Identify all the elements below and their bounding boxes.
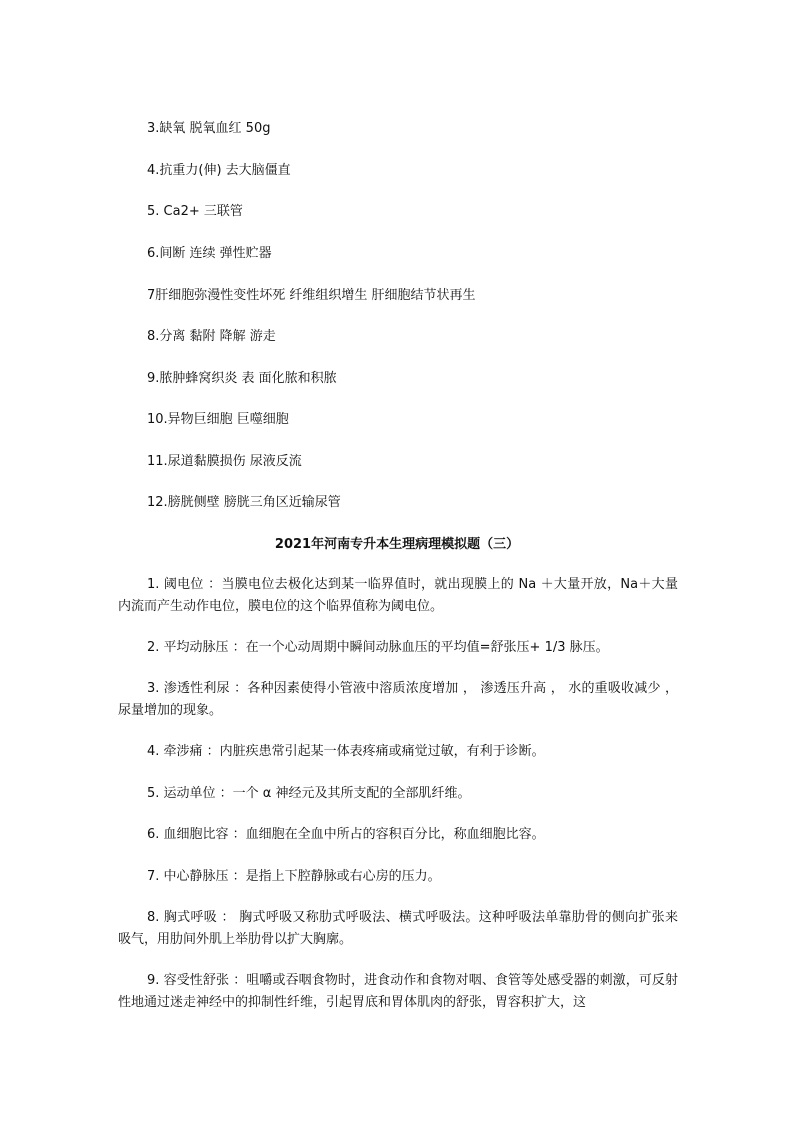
answer-line-3: 3.缺氧 脱氧血红 50g bbox=[147, 121, 271, 136]
answer-line-10: 10.异物巨细胞 巨噬细胞 bbox=[147, 412, 289, 427]
answer-line-5: 5. Ca2+ 三联管 bbox=[147, 204, 243, 219]
answer-line-6: 6.间断 连续 弹性贮器 bbox=[147, 246, 272, 261]
section-title: 2021年河南专升本生理病理模拟题（三） bbox=[274, 537, 520, 552]
definition-receptive-relaxation: 9. 容受性舒张 ：咀嚼或吞咽食物时，进食动作和食物对咽、食管等处感受器的刺激，可反射性地通过迷走神经中的抑制性纤维，引起胃底和胃体肌肉的舒张，胃容积扩大，这 bbox=[118, 973, 678, 1010]
definition-osmotic-diuresis: 3. 渗透性利尿 ：各种因素使得小管液中溶质浓度增加 ， 渗透压升高 ， 水的重吸收减少 ，尿量增加的现象。 bbox=[118, 681, 678, 718]
answer-line-4: 4.抗重力(伸) 去大脑僵直 bbox=[147, 163, 291, 178]
answer-line-12: 12.膀胱侧壁 膀胱三角区近输尿管 bbox=[147, 495, 341, 510]
definition-referred-pain: 4. 牵涉痛 ：内脏疾患常引起某一体表疼痛或痛觉过敏，有利于诊断。 bbox=[147, 744, 545, 759]
definition-threshold-potential: 1. 阈电位 ：当膜电位去极化达到某一临界值时，就出现膜上的 Na ＋大量开放，Na＋大量内流而产生动作电位，膜电位的这个临界值称为阈电位。 bbox=[118, 577, 678, 614]
answer-line-11: 11.尿道黏膜损伤 尿液反流 bbox=[147, 454, 302, 469]
definition-thoracic-breathing: 8. 胸式呼吸 ： 胸式呼吸又称肋式呼吸法、横式呼吸法。这种呼吸法单靠肋骨的侧向扩张来吸气，用肋间外肌上举肋骨以扩大胸廓。 bbox=[118, 910, 678, 947]
definition-central-venous-pressure: 7. 中心静脉压 ：是指上下腔静脉或右心房的压力。 bbox=[147, 869, 441, 884]
definition-hematocrit: 6. 血细胞比容 ：血细胞在全血中所占的容积百分比，称血细胞比容。 bbox=[147, 827, 545, 842]
answer-line-7: 7肝细胞弥漫性变性坏死 纤维组织增生 肝细胞结节状再生 bbox=[147, 288, 476, 303]
definition-mean-arterial-pressure: 2. 平均动脉压 ：在一个心动周期中瞬间动脉血压的平均值=舒张压+ 1/3 脉压。 bbox=[147, 640, 609, 655]
answer-line-9: 9.脓肿蜂窝织炎 表 面化脓和积脓 bbox=[147, 371, 337, 386]
definition-motor-unit: 5. 运动单位 ：一个 α 神经元及其所支配的全部肌纤维。 bbox=[147, 786, 471, 801]
answer-line-8: 8.分离 黏附 降解 游走 bbox=[147, 329, 276, 344]
